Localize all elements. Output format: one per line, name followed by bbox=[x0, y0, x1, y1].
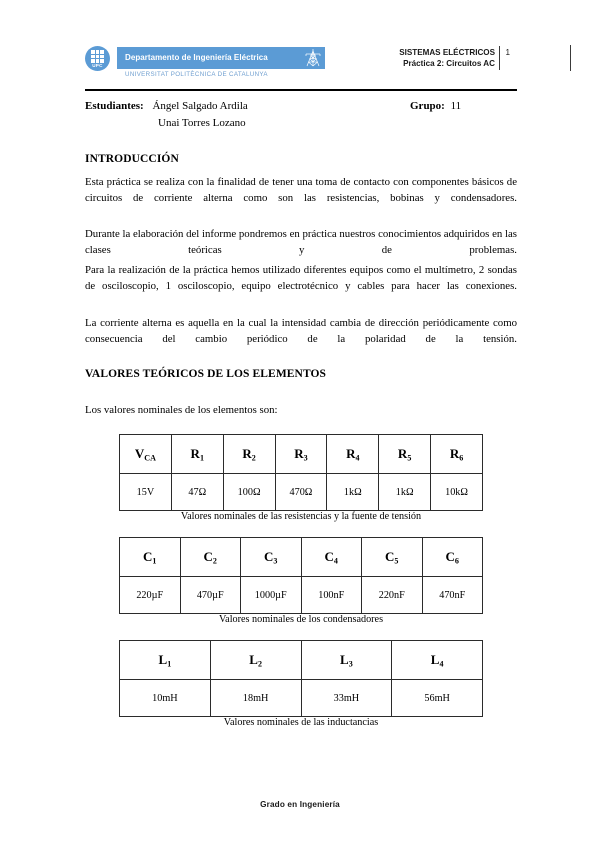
cell-value-c2: 470µF bbox=[180, 577, 241, 614]
practice-title: Práctica 2: Circuitos AC bbox=[403, 59, 495, 68]
cell-header-r5: $R_5$ bbox=[379, 435, 431, 474]
cell-value-c6: 470nF bbox=[422, 577, 483, 614]
group-value: 11 bbox=[450, 100, 462, 112]
students-label: Estudiantes: bbox=[85, 100, 144, 112]
table-value-row bbox=[120, 474, 483, 511]
cell-value-r5: 1kΩ bbox=[379, 474, 431, 511]
intro-paragraph-2: Durante la elaboración del informe pondremos en práctica nuestros conocimientos adquiridos en las clases teóricas y de problemas. bbox=[85, 228, 517, 257]
upc-logo-block bbox=[85, 45, 335, 85]
cell-value-vca: 15V bbox=[120, 474, 172, 511]
capacitors-table-caption: Valores nominales de los condensadores bbox=[218, 614, 384, 625]
cell-value-c3: 1000µF bbox=[241, 577, 302, 614]
resistances-table-caption: Valores nominales de las resistencias y la fuente de tensión bbox=[180, 511, 422, 522]
cell-header-l3: $L_3$ bbox=[301, 641, 392, 680]
department-banner bbox=[117, 47, 325, 69]
student-name-2: Unai Torres Lozano bbox=[158, 117, 246, 129]
cell-header-c1: $C_1$ bbox=[120, 538, 181, 577]
cell-value-c4: 100nF bbox=[301, 577, 362, 614]
values-intro-text: Los valores nominales de los elementos son: bbox=[85, 404, 278, 416]
valores-teoricos-heading: VALORES TEÓRICOS DE LOS ELEMENTOS bbox=[85, 368, 327, 380]
students-row-1 bbox=[85, 100, 248, 112]
cell-header-c4: $C_4$ bbox=[301, 538, 362, 577]
cell-value-c1: 220µF bbox=[120, 577, 181, 614]
intro-paragraph-4: La corriente alterna es aquella en la cual la intensidad cambia de dirección periódicamente como consecuencia del cambio periódico de la polaridad de la tensión. bbox=[85, 317, 517, 346]
cell-header-r1: $R_1$ bbox=[171, 435, 223, 474]
group-info bbox=[410, 100, 461, 112]
upc-logo-icon bbox=[85, 46, 110, 71]
inductances-table bbox=[119, 640, 483, 717]
cell-header-r2: $R_2$ bbox=[223, 435, 275, 474]
table-value-row bbox=[120, 680, 483, 717]
page-footer: Grado en Ingeniería bbox=[260, 800, 340, 809]
cell-header-l4: $L_4$ bbox=[392, 641, 483, 680]
cell-header-r3: $R_3$ bbox=[275, 435, 327, 474]
cell-value-l4: 56mH bbox=[392, 680, 483, 717]
introduccion-heading: INTRODUCCIÓN bbox=[85, 153, 179, 165]
cell-header-c6: $C_6$ bbox=[422, 538, 483, 577]
header-divider bbox=[499, 46, 500, 70]
cell-value-c5: 220nF bbox=[362, 577, 423, 614]
cell-value-l1: 10mH bbox=[120, 680, 211, 717]
student-name-1: Ángel Salgado Ardila bbox=[152, 100, 248, 112]
table-value-row bbox=[120, 577, 483, 614]
header-horizontal-rule bbox=[85, 89, 517, 91]
cell-header-r4: $R_4$ bbox=[327, 435, 379, 474]
group-label: Grupo: bbox=[410, 100, 445, 112]
grid-icon bbox=[91, 50, 104, 63]
cell-header-c2: $C_2$ bbox=[180, 538, 241, 577]
cell-header-c5: $C_5$ bbox=[362, 538, 423, 577]
cell-header-vca: $V_{CA}$ bbox=[120, 435, 172, 474]
course-title: SISTEMAS ELÉCTRICOS bbox=[399, 48, 495, 57]
intro-paragraph-3: Para la realización de la práctica hemos utilizado diferentes equipos como el multímetro, 2 sondas de osciloscopio, 1 osciloscopio, equipo electrotécnico y cables para hacer las conexiones. bbox=[85, 264, 517, 293]
page-number: 1 bbox=[505, 48, 510, 57]
cell-value-r6: 10kΩ bbox=[431, 474, 483, 511]
cell-header-r6: $R_6$ bbox=[431, 435, 483, 474]
intro-paragraph-1: Esta práctica se realiza con la finalidad de tener una toma de contacto con componentes básicos de circuitos de corriente alterna como son las resistencias, bobinas y condensadores. bbox=[85, 176, 517, 205]
cell-value-l3: 33mH bbox=[301, 680, 392, 717]
page-header bbox=[85, 45, 517, 85]
power-tower-icon bbox=[303, 48, 323, 68]
university-label: UNIVERSITAT POLITÈCNICA DE CATALUNYA bbox=[125, 71, 268, 78]
cell-value-r3: 470Ω bbox=[275, 474, 327, 511]
capacitors-table bbox=[119, 537, 483, 614]
table-header-row bbox=[120, 538, 483, 577]
table-header-row bbox=[120, 435, 483, 474]
header-course-info bbox=[357, 46, 517, 76]
cell-value-r1: 47Ω bbox=[171, 474, 223, 511]
upc-logo-text: UPC bbox=[92, 63, 103, 68]
cell-value-r2: 100Ω bbox=[223, 474, 275, 511]
cell-header-l2: $L_2$ bbox=[210, 641, 301, 680]
table-header-row bbox=[120, 641, 483, 680]
cell-value-l2: 18mH bbox=[210, 680, 301, 717]
department-label: Departamento de Ingeniería Eléctrica bbox=[125, 52, 268, 62]
cell-header-l1: $L_1$ bbox=[120, 641, 211, 680]
margin-rule bbox=[570, 45, 571, 71]
cell-value-r4: 1kΩ bbox=[327, 474, 379, 511]
inductances-table-caption: Valores nominales de las inductancias bbox=[223, 717, 379, 728]
resistances-table bbox=[119, 434, 483, 511]
cell-header-c3: $C_3$ bbox=[241, 538, 302, 577]
